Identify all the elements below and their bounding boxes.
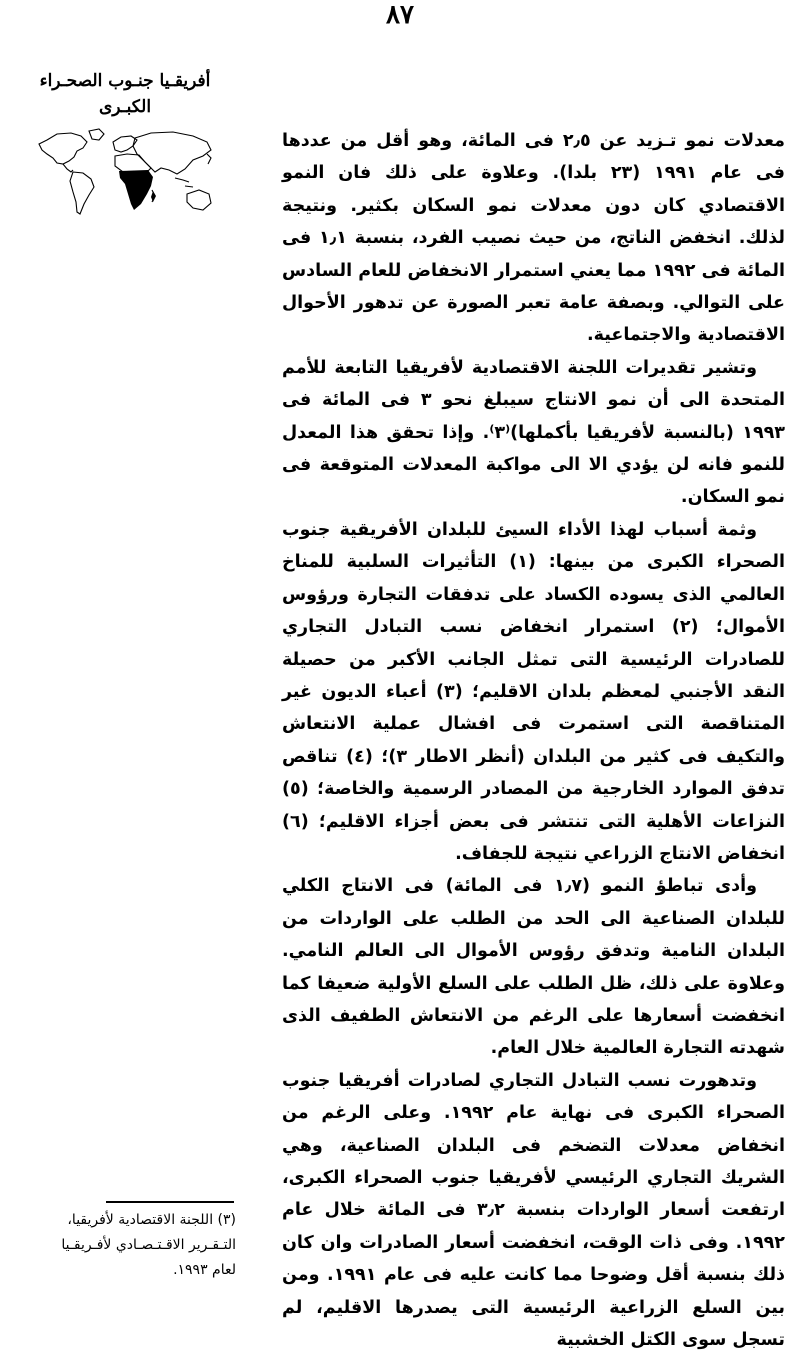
footnote-divider <box>106 1201 234 1203</box>
sidebar-title-line1: أفريقـيا جنـوب الصحـراء <box>39 71 211 91</box>
sidebar-title-line2: الكبـرى <box>98 97 152 117</box>
paragraph-3: وثمة أسباب لهذا الأداء السيئ للبلدان الأفريقية جنوب الصحراء الكبرى من بينها: (١) التأثيرات السلبية للمناخ العالمي الذى يسوده الكساد على تدفقات التجارة ورؤوس الأموال؛ (٢) استمرار انخفاض نسب التبادل التجاري للصادرات الرئيسية التى تمثل الجانب الأكبر من حصيلة النقد الأجنبي لمعظم بلدان الاقليم؛ (٣) أعباء الديون غير المتناقصة التى استمرت فى افشال عملية الانتعاش والتكيف فى كثير من البلدان (أنظر الاطار ٣)؛ (٤) تناقص تدفق الموارد الخارجية من المصادر الرسمية والخاصة؛ (٥) النزاعات الأهلية التى تنتشر فى بعض أجزاء الاقليم؛ (٦) انخفاض الانتاج الزراعي نتيجة للجفاف. <box>282 519 786 864</box>
sidebar-region-box <box>14 68 236 222</box>
footnote-line2: التـقـرير الاقـتـصـادي لأفـريقـيا <box>61 1237 236 1253</box>
paragraph-1: معدلات نمو تـزيد عن ٢٫٥ فى المائة، وهو أقل من عددها فى عام ١٩٩١ (٢٣ بلدا). وعلاوة على ذلك فان النمو الاقتصادي كان دون معدلات نمو السكان بكثير. ونتيجة لذلك. انخفض الناتج، من حيث نصيب الفرد، بنسبة ١٫١ فى المائة فى ١٩٩٢ مما يعني استمرار الانخفاض للعام السادس على التوالي. وبصفة عامة تعبر الصورة عن تدهور الأحوال الاقتصادية والاجتماعية. <box>282 131 786 346</box>
paragraph-2: وتشير تقديرات اللجنة الاقتصادية لأفريقيا التابعة للأمم المتحدة الى أن نمو الانتاج سيبلغ نحو ٣ فى المائة فى ١٩٩٣ (بالنسبة لأفريقيا بأكملها)⁽٣⁾. وإذا تحقق هذا المعدل للنمو فانه لن يؤدي الا الى مواكبة المعدلات المتوقعة فى نمو السكان. <box>282 357 785 508</box>
page-number: ٨٧ <box>386 0 414 30</box>
world-map-icon <box>27 124 223 222</box>
footnote <box>0 1208 236 1283</box>
paragraph-4: وأدى تباطؤ النمو (١٫٧ فى المائة) فى الانتاج الكلي للبلدان الصناعية الى الحد من الطلب على الواردات من البلدان النامية وتدفق رؤوس الأموال الى العالم النامي. وعلاوة على ذلك، ظل الطلب على السلع الأولية ضعيفا كما انخفضت أسعارها على الرغم من الانتعاش الطفيف الذى شهدته التجارة العالمية خلال العام. <box>282 876 785 1059</box>
main-body-text <box>282 125 785 1356</box>
paragraph-5: وتدهورت نسب التبادل التجاري لصادرات أفريقيا جنوب الصحراء الكبرى فى نهاية عام ١٩٩٢. وعلى الرغم من انخفاض معدلات التضخم فى البلدان الصناعية، وهي الشريك التجاري الرئيسي لأفريقيا جنوب الصحراء الكبرى، ارتفعت أسعار الواردات بنسبة ٣٫٢ فى المائة خلال عام ١٩٩٢. وفى ذات الوقت، انخفضت أسعار الصادرات وان كان ذلك بنسبة أقل وضوحا مما كانت عليه فى عام ١٩٩١. ومن بين السلع الزراعية الرئيسية التى يصدرها الاقليم، لم تسجل سوى الكتل الخشبية <box>282 1070 786 1351</box>
footnote-line1: (٣) اللجنة الاقتصادية لأفريقيا، <box>67 1212 236 1228</box>
sub-saharan-africa-highlight <box>119 170 153 210</box>
footnote-line3: لعام ١٩٩٣. <box>173 1262 236 1278</box>
